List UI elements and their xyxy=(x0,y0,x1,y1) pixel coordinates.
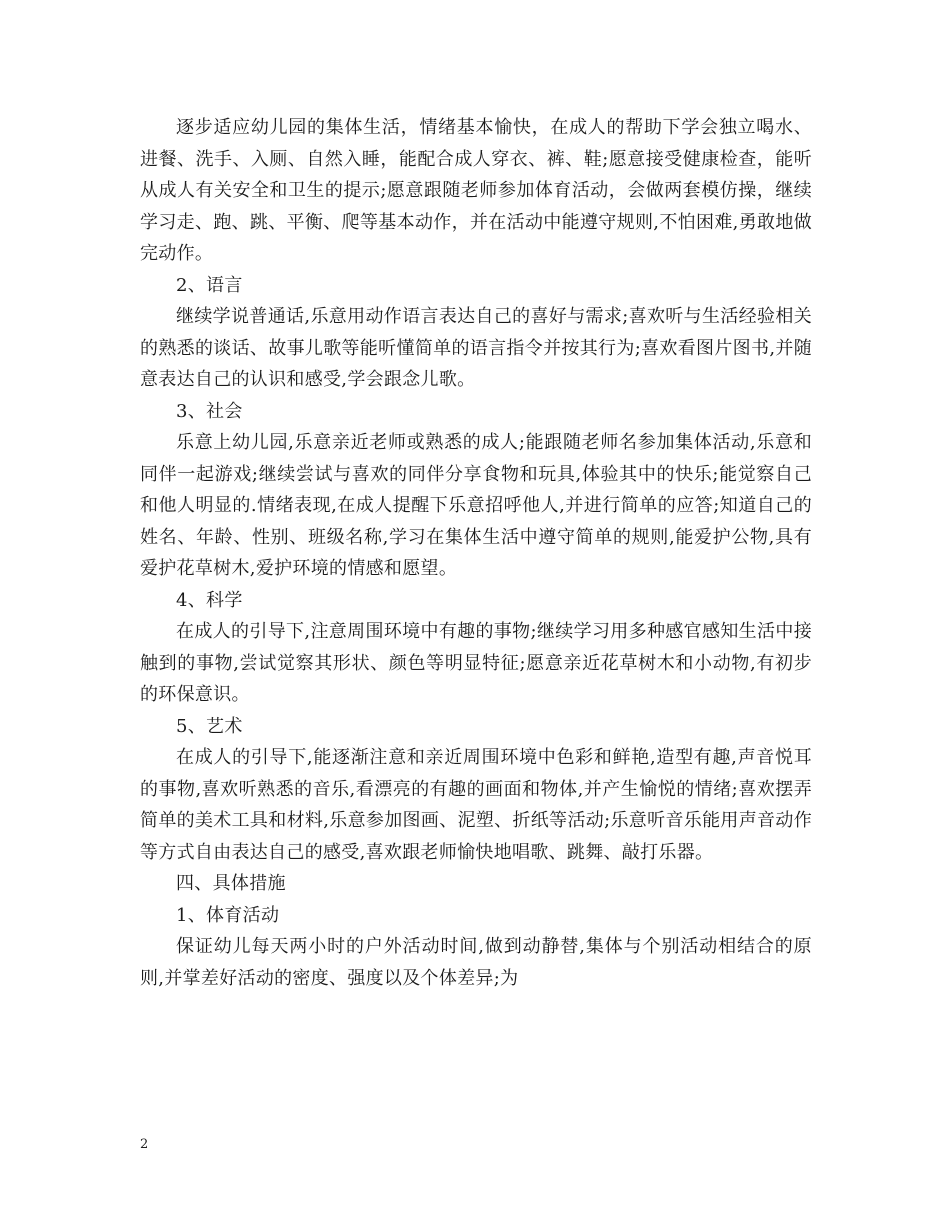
paragraph-art-goals: 在成人的引导下,能逐渐注意和亲近周围环境中色彩和鲜艳,造型有趣,声音悦耳的事物,喜欢听熟悉的音乐,看漂亮的有趣的画面和物体,并产生愉悦的情绪;喜欢摆弄简单的美术工具和材料,乐意参加图画、泥塑、折纸等活动;乐意听音乐能用声音动作等方式自由表达自己的感受,喜欢跟老师愉快地唱歌、跳舞、敲打乐器。 xyxy=(140,747,812,863)
document-body xyxy=(140,112,812,994)
section-heading-art: 5、艺术 xyxy=(176,715,243,737)
paragraph-health-goals: 逐步适应幼儿园的集体生活，情绪基本愉快，在成人的帮助下学会独立喝水、进餐、洗手、入厕、自然入睡，能配合成人穿衣、裤、鞋;愿意接受健康检查，能听从成人有关安全和卫生的提示;愿意跟随老师参加体育活动，会做两套模仿操，继续学习走、跑、跳、平衡、爬等基本动作，并在活动中能遵守规则,不怕困难,勇敢地做完动作。 xyxy=(140,117,812,264)
paragraph-language-goals: 继续学说普通话,乐意用动作语言表达自己的喜好与需求;喜欢听与生活经验相关的熟悉的谈话、故事儿歌等能听懂简单的语言指令并按其行为;喜欢看图片图书,并随意表达自己的认识和感受,学会跟念儿歌。 xyxy=(140,306,812,390)
section-heading-language: 2、语言 xyxy=(176,274,243,296)
paragraph-society-goals: 乐意上幼儿园,乐意亲近老师或熟悉的成人;能跟随老师名参加集体活动,乐意和同伴一起游戏;继续尝试与喜欢的同伴分享食物和玩具,体验其中的快乐;能觉察自己和他人明显的.情绪表现,在成人提醒下乐意招呼他人,并进行简单的应答;知道自己的姓名、年龄、性别、班级名称,学习在集体生活中遵守简单的规则,能爱护公物,具有爱护花草树木,爱护环境的情感和愿望。 xyxy=(140,432,812,579)
page-number: 2 xyxy=(140,1137,149,1152)
paragraph-physical-activities: 保证幼儿每天两小时的户外活动时间,做到动静替,集体与个别活动相结合的原则,并掌差好活动的密度、强度以及个体差异;为 xyxy=(140,936,812,989)
section-heading-measures: 四、具体措施 xyxy=(176,873,286,894)
section-heading-physical-activities: 1、体育活动 xyxy=(176,904,280,926)
section-heading-science: 4、科学 xyxy=(176,589,243,611)
paragraph-science-goals: 在成人的引导下,注意周围环境中有趣的事物;继续学习用多种感官感知生活中接触到的事物,尝试觉察其形状、颜色等明显特征;愿意亲近花草树木和小动物,有初步的环保意识。 xyxy=(140,621,812,705)
section-heading-society: 3、社会 xyxy=(176,400,243,422)
